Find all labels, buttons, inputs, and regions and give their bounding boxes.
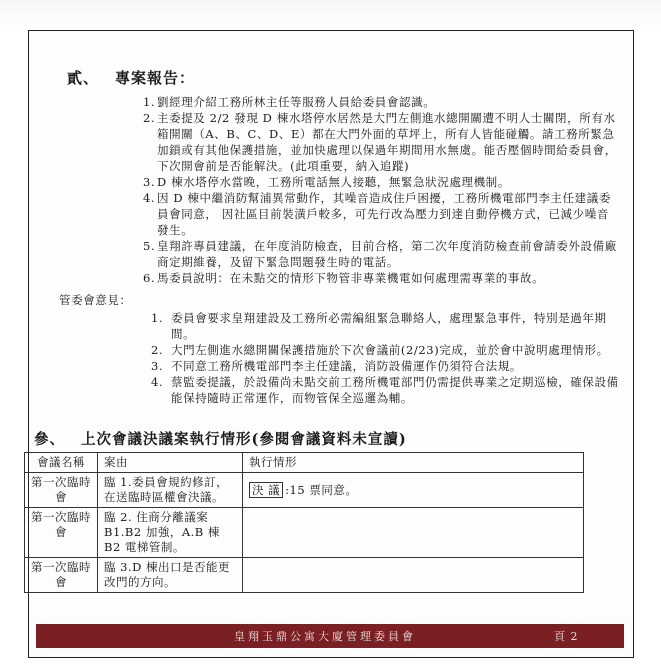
committee-item: 2. 大門左側進水總開關保護措施於下次會議前(2/23)完成，並於會中說明處理情形。 [151,343,609,357]
report-item: 4. 因 D 棟中繼消防幫浦異常動作，其噪音造成住戶困擾，工務所機電部門李主任建議委員會同意， 因社區目前裝潢戶較多，可先行改為壓力到達自動停機方式，已減少噪音發生。 [143,191,611,237]
table-row [25,508,584,558]
status-cell [243,558,584,593]
page-number: 頁 2 [554,630,579,643]
committee-item: 3. 不同意工務所機電部門李主任建議，消防設備運作仍須符合法規。 [151,359,522,373]
meeting-name-cell: 第一次臨時會 [25,473,98,508]
meeting-name-cell: 第一次臨時會 [25,508,98,558]
table-row [25,473,584,508]
association-name: 皇翔玉鼎公寓大廈管理委員會 [234,630,416,643]
status-cell [243,508,584,558]
footer-bar [36,624,624,648]
committee-item: 1. 委員會要求皇翔建設及工務所必需編組緊急聯絡人，處理緊急事件，特別是過年期間。 [151,311,607,341]
report-section [59,67,619,406]
cause-cell: 臨 1.委員會規約修訂，在送臨時區權會決議。 [98,473,243,508]
scan-margin [0,0,661,30]
cause-cell: 臨 3.D 棟出口是否能更改門的方向。 [98,558,243,593]
header-meeting-name: 會議名稱 [25,453,98,473]
resolutions-title: 上次會議決議案執行情形(參閱會議資料未宣讀) [81,431,407,448]
resolutions-table [24,452,584,593]
report-item: 2. 主委提及 2/2 發現 D 棟水塔停水居然是大門左側進水總開關遭不明人士關閉，所有水箱開關（A、B、C、D、E）都在大門外面的草坪上，所有人皆能碰觸。請工務所緊急加鎖或有其他保護措施，並加快處理以保過年期間用水無虞。能否壓個時間給委員會，下次開會前是否能解決。(此項重要，納入追蹤) [143,111,617,173]
resolutions-section-number: 參、 [34,431,65,448]
report-item: 1. 劉經理介紹工務所林主任等服務人員給委員會認識。 [143,95,436,109]
committee-opinion-label: 管委會意見： [59,293,132,307]
report-items [59,94,619,286]
status-cell [243,473,584,508]
committee-items [59,310,619,406]
table-row [25,558,584,593]
meeting-name-cell: 第一次臨時會 [25,558,98,593]
header-cause: 案由 [98,453,243,473]
cause-cell: 臨 2. 住商分離議案 B1.B2 加強，A.B 棟 B2 電梯管制。 [98,508,243,558]
report-item: 3. D 棟水塔停水當晚，工務所電話無人接聽，無緊急狀況處理機制。 [143,175,510,189]
decision-label: 決 議 [249,482,283,498]
report-heading [67,67,619,88]
report-item: 6. 馬委員說明：在未點交的情形下物管非專業機電如何處理需專業的事故。 [143,271,545,285]
decision-text: :15 票同意。 [285,482,358,497]
report-section-number: 貳、 [67,69,100,87]
resolutions-heading [34,428,407,449]
committee-item: 4. 蔡監委提議，於設備尚未點交前工務所機電部門仍需提供專業之定期巡檢，確保設備能保持隨時正常運作，而物管保全巡邏為輔。 [151,375,619,405]
report-title: 專案報告： [115,69,196,87]
header-status: 執行情形 [243,453,584,473]
report-item: 5. 皇翔許專員建議，在年度消防檢查，目前合格，第二次年度消防檢查前會請委外設備廠商定期維養，及留下緊急問題發生時的電話。 [143,239,617,269]
table-header-row [25,453,584,473]
